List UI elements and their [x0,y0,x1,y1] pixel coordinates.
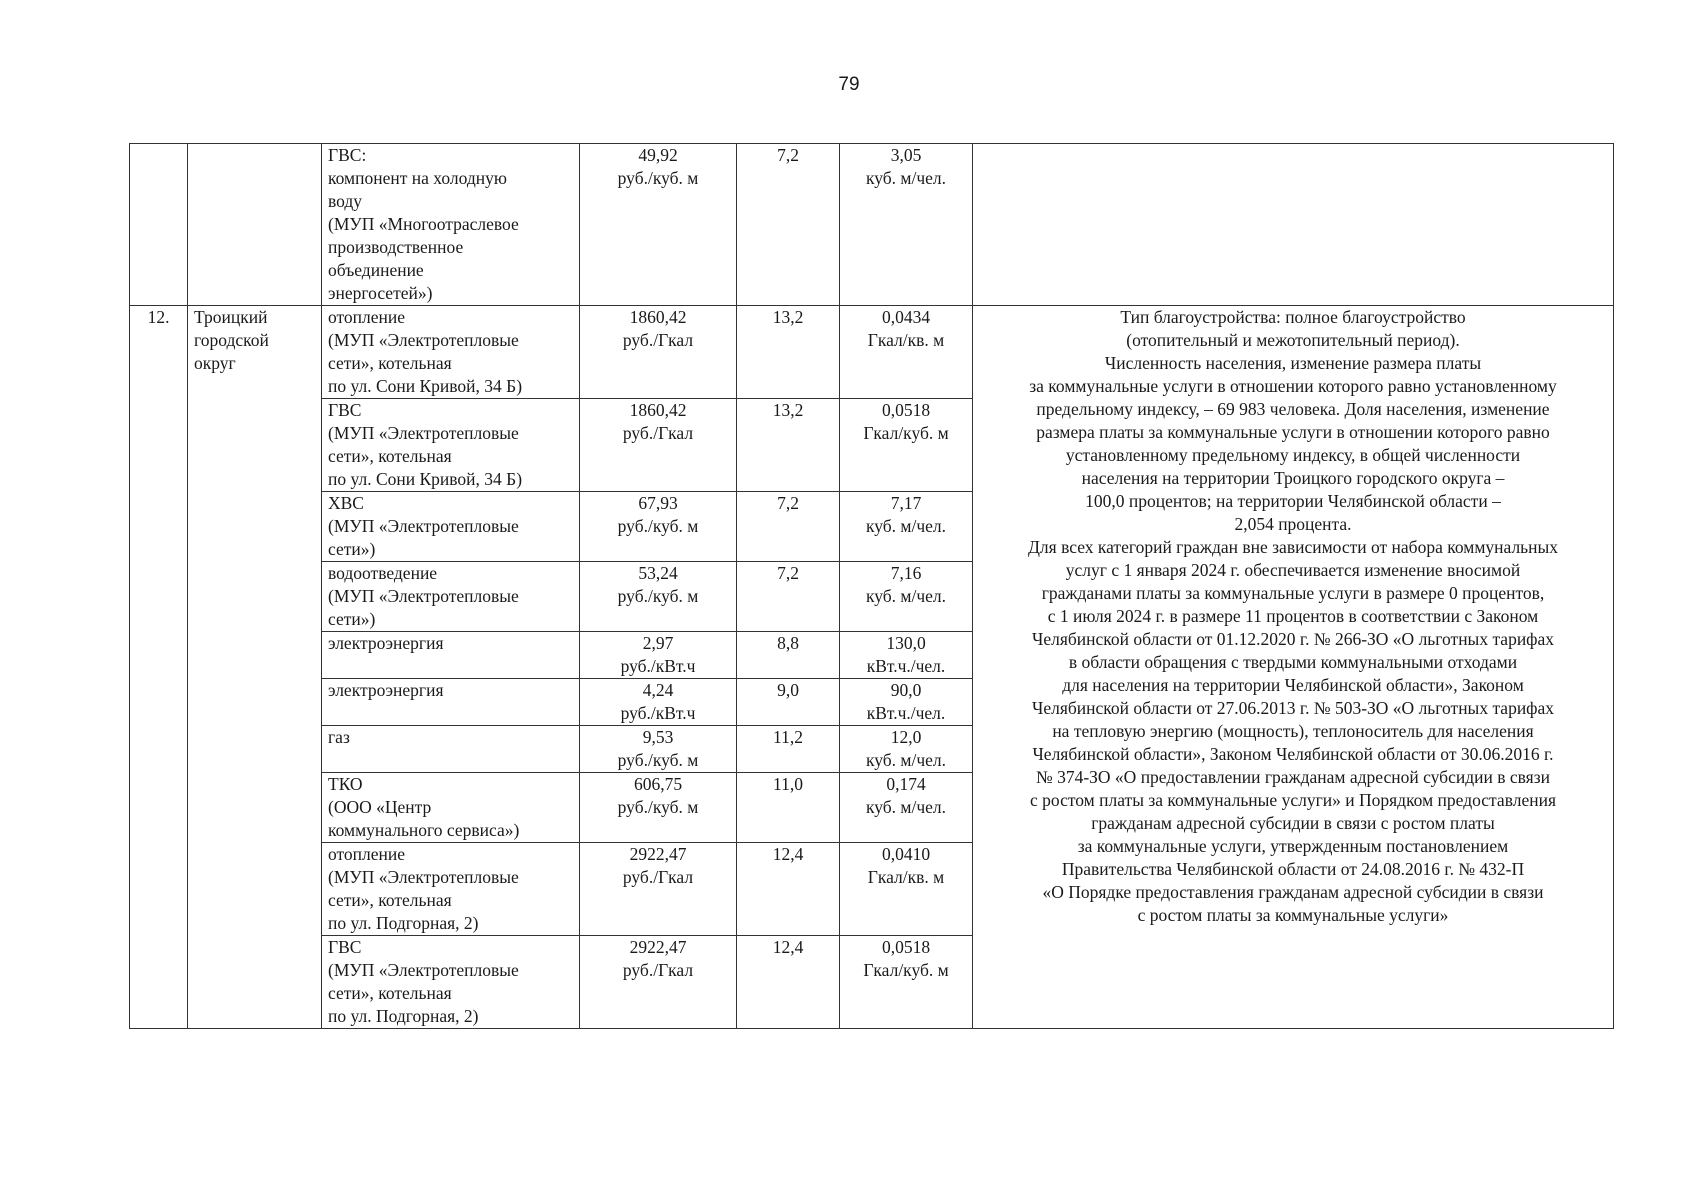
service-line: сети») [328,539,376,559]
tariff-cell [580,936,737,1029]
tariff-value: руб./Гкал [622,867,694,887]
table-row [130,306,1614,399]
note-line: предельному индексу, – 69 983 человека. Доля населения, изменение [1036,399,1550,419]
note-line: с 1 июля 2024 г. в размере 11 процентов в соответствии с Законом [1047,606,1539,626]
norm-cell [840,399,973,492]
service-cell [322,679,580,726]
norm-value: куб. м/чел. [865,586,947,606]
norm-value: Гкал/кв. м [867,867,945,887]
index-cell [737,726,840,773]
norm-value: 7,16 [890,563,922,583]
note-line: с ростом платы за коммунальные услуги» [1137,905,1449,925]
service-line: ГВС [328,937,362,957]
index-value: 7,2 [777,563,799,583]
norm-cell [840,726,973,773]
norm-cell [840,843,973,936]
entry-number-cell [130,144,188,306]
service-line: объединение [328,260,424,280]
tariff-cell [580,632,737,679]
norm-value: кВт.ч./чел. [866,703,946,723]
district-name: городской [194,330,269,350]
service-line: сети», котельная [328,353,452,373]
note-line: гражданами платы за коммунальные услуги в размере 0 процентов, [1041,583,1545,603]
note-line: за коммунальные услуги, утвержденным постановлением [1077,836,1509,856]
note-line: Тип благоустройства: полное благоустройство [1120,307,1466,327]
tariff-value: руб./куб. м [617,168,699,188]
note-line: Челябинской области от 01.12.2020 г. № 266-ЗО «О льготных тарифах [1031,629,1555,649]
service-cell [322,492,580,562]
norm-cell [840,306,973,399]
district-cell [188,306,322,1029]
tariff-value: руб./Гкал [622,423,694,443]
index-cell [737,492,840,562]
service-cell [322,399,580,492]
tariff-value: руб./Гкал [622,330,694,350]
service-line: отопление [328,307,406,327]
service-line: электроэнергия [328,680,444,700]
service-line: сети», котельная [328,446,452,466]
index-cell [737,144,840,306]
note-line: размера платы за коммунальные услуги в отношении которого равно [1036,422,1550,442]
note-line: 100,0 процентов; на территории Челябинской области – [1085,491,1501,511]
service-line: компонент на холодную [328,168,507,188]
index-value: 7,2 [777,493,799,513]
note-line: для населения на территории Челябинской области», Законом [1062,675,1524,695]
norm-value: 12,0 [890,727,922,747]
norm-value: Гкал/куб. м [863,423,949,443]
note-line: 2,054 процента. [1234,514,1352,534]
norm-cell [840,632,973,679]
index-value: 12,4 [772,937,804,957]
note-line: Для всех категорий граждан вне зависимости от набора коммунальных [1027,537,1559,557]
note-cell [973,306,1614,1029]
service-cell [322,936,580,1029]
index-cell [737,773,840,843]
note-line: с ростом платы за коммунальные услуги» и Порядком предоставления [1030,790,1556,810]
note-line: Правительства Челябинской области от 24.08.2016 г. № 432-П [1061,859,1525,879]
note-line: населения на территории Троицкого городского округа – [1081,468,1505,488]
norm-value: 0,174 [886,774,926,794]
service-cell [322,306,580,399]
norm-cell [840,936,973,1029]
norm-value: куб. м/чел. [865,516,947,536]
service-line: по ул. Подгорная, 2) [328,913,479,933]
tariff-value: 1860,42 [629,400,687,420]
note-line: Челябинской области», Законом Челябинской области от 30.06.2016 г. [1032,744,1554,764]
norm-cell [840,773,973,843]
service-line: (ООО «Центр [328,797,432,817]
service-line: ТКО [328,774,363,794]
service-line: производственное [328,237,464,257]
note-line: Челябинской области от 27.06.2013 г. № 503-ЗО «О льготных тарифах [1031,698,1555,718]
norm-value: куб. м/чел. [865,750,947,770]
tariff-cell [580,726,737,773]
index-value: 13,2 [772,400,804,420]
service-line: по ул. Подгорная, 2) [328,1006,479,1026]
note-line: на тепловую энергию (мощность), теплоноситель для населения [1052,721,1534,741]
tariff-table [129,143,1614,1029]
norm-cell [840,144,973,306]
note-line: «О Порядке предоставления гражданам адресной субсидии в связи [1042,882,1544,902]
service-line: по ул. Сони Кривой, 34 Б) [328,469,523,489]
norm-value: 7,17 [890,493,922,513]
service-line: (МУП «Электротепловые [328,960,519,980]
service-cell [322,144,580,306]
service-line: коммунального сервиса») [328,820,520,840]
service-line: сети») [328,609,376,629]
index-value: 11,0 [773,774,803,794]
norm-value: куб. м/чел. [865,168,947,188]
service-line: сети», котельная [328,890,452,910]
norm-value: 90,0 [890,680,922,700]
tariff-value: 2,97 [642,633,674,653]
note-line: Численность населения, изменение размера платы [1104,353,1482,373]
index-value: 8,8 [777,633,799,653]
tariff-value: 2922,47 [629,937,687,957]
service-cell [322,562,580,632]
tariff-cell [580,562,737,632]
tariff-value: руб./куб. м [617,586,699,606]
tariff-cell [580,399,737,492]
service-line: (МУП «Электротепловые [328,330,519,350]
tariff-cell [580,492,737,562]
norm-value: 0,0518 [881,937,931,957]
service-line: электроэнергия [328,633,444,653]
service-cell [322,726,580,773]
service-line: сети», котельная [328,983,452,1003]
note-line: услуг с 1 января 2024 г. обеспечивается изменение вносимой [1065,560,1521,580]
index-cell [737,632,840,679]
service-line: газ [328,727,350,747]
note-line: в области обращения с твердыми коммунальными отходами [1068,652,1518,672]
tariff-cell [580,773,737,843]
norm-value: куб. м/чел. [865,797,947,817]
note-line: (отопительный и межотопительный период). [1126,330,1460,350]
norm-value: кВт.ч./чел. [866,656,946,676]
district-cell [188,144,322,306]
tariff-cell [580,679,737,726]
norm-value: 0,0434 [881,307,931,327]
tariff-cell [580,306,737,399]
tariff-value: 2922,47 [629,844,687,864]
entry-number-cell [130,306,188,1029]
index-value: 13,2 [772,307,804,327]
note-cell [973,144,1614,306]
tariff-value: руб./кВт.ч [620,656,696,676]
note-line: № 374-ЗО «О предоставлении гражданам адресной субсидии в связи [1036,767,1550,787]
tariff-value: 9,53 [642,727,674,747]
service-line: ГВС: [328,145,367,165]
service-line: (МУП «Электротепловые [328,516,519,536]
service-cell [322,632,580,679]
service-line: (МУП «Электротепловые [328,867,519,887]
norm-value: Гкал/куб. м [863,960,949,980]
service-cell [322,773,580,843]
index-cell [737,562,840,632]
norm-cell [840,492,973,562]
norm-value: 130,0 [886,633,926,653]
index-value: 7,2 [777,145,799,165]
district-name: округ [194,353,236,373]
service-line: воду [328,191,363,211]
norm-value: 0,0518 [881,400,931,420]
norm-cell [840,562,973,632]
table-row [130,144,1614,306]
tariff-value: руб./куб. м [617,516,699,536]
service-cell [322,843,580,936]
index-value: 12,4 [772,844,804,864]
service-line: ХВС [328,493,364,513]
page-number: 79 [838,74,860,95]
tariff-cell [580,144,737,306]
tariff-value: 1860,42 [629,307,687,327]
index-cell [737,306,840,399]
index-value: 11,2 [773,727,803,747]
service-line: по ул. Сони Кривой, 34 Б) [328,376,523,396]
tariff-cell [580,843,737,936]
index-cell [737,843,840,936]
service-line: (МУП «Электротепловые [328,586,519,606]
tariff-value: 4,24 [642,680,674,700]
tariff-value: 606,75 [633,774,683,794]
tariff-value: руб./куб. м [617,750,699,770]
service-line: (МУП «Многоотраслевое [328,214,519,234]
tariff-value: руб./куб. м [617,797,699,817]
tariff-value: руб./кВт.ч [620,703,696,723]
tariff-value: 53,24 [638,563,678,583]
note-line: за коммунальные услуги в отношении которого равно установленному [1029,376,1557,396]
tariff-value: 49,92 [638,145,678,165]
note-line: установленному предельному индексу, в общей численности [1065,445,1521,465]
index-cell [737,679,840,726]
norm-value: 0,0410 [881,844,931,864]
entry-number: 12. [147,307,170,327]
norm-value: Гкал/кв. м [867,330,945,350]
index-value: 9,0 [777,680,799,700]
note-line: гражданам адресной субсидии в связи с ростом платы [1091,813,1495,833]
norm-cell [840,679,973,726]
service-line: отопление [328,844,406,864]
index-cell [737,936,840,1029]
tariff-value: руб./Гкал [622,960,694,980]
tariff-value: 67,93 [638,493,678,513]
district-name: Троицкий [194,307,268,327]
index-cell [737,399,840,492]
service-line: энергосетей») [328,283,433,303]
norm-value: 3,05 [890,145,922,165]
service-line: ГВС [328,400,362,420]
service-line: водоотведение [328,563,438,583]
service-line: (МУП «Электротепловые [328,423,519,443]
